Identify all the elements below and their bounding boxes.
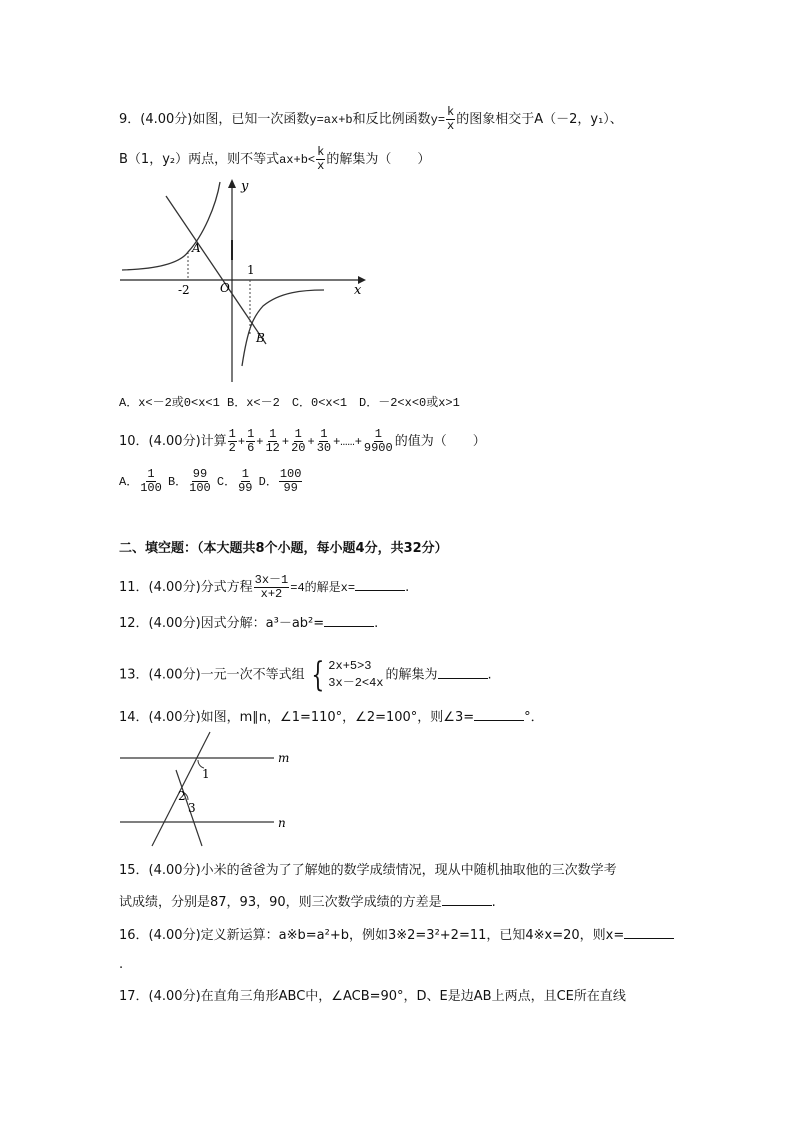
label-y: y [241, 179, 249, 194]
q9-eq-linear: y=ax+b [309, 113, 353, 127]
q11-line: 11．(4.00分)分式方程 $\frac{3x-1}{x+2}$ =4的解是x= . [119, 573, 410, 601]
q13-inequality-system: { 2x+5>3 3x－2<4x [310, 655, 384, 695]
q13-line: 13．(4.00分)一元一次不等式组 { 2x+5>3 3x－2<4x 的解集为 . [119, 655, 492, 695]
q9-line2 [119, 146, 430, 173]
q9-options: A．x<－2或0<x<1 B．x<－2 C．0<x<1 D．－2<x<0或x>1 [119, 396, 460, 410]
q10-text-b: 的值为（ ） [394, 434, 486, 449]
hyperbola-branch-upper [122, 182, 220, 270]
label-neg2: -2 [178, 283, 190, 297]
q9-text-c: 的图象相交于A（－2，y₁）、 [456, 112, 623, 127]
q15-line2: 试成绩，分别是87，93，90，则三次数学成绩的方差是 . [119, 895, 496, 910]
q10-ellipsis: +……+ [333, 435, 362, 449]
q16-blank[interactable] [624, 926, 674, 939]
q10-score: (4.00分) [148, 434, 201, 449]
q9-line2-text: B（1，y₂）两点，则不等式 [119, 152, 280, 167]
label-x: x [354, 283, 362, 298]
q9-score: (4.00分) [140, 112, 193, 127]
q9-text-b: 和反比例函数 [352, 112, 431, 127]
label-angle-3: 3 [188, 801, 196, 815]
q15-line1: 15．(4.00分)小米的爸爸为了了解她的数学成绩情况，现从中随机抽取他的三次数学考 [119, 863, 617, 878]
label-angle-1: 1 [202, 767, 210, 781]
label-angle-2: 2 [178, 789, 186, 803]
q10-frac-4: $\frac{1}{20}$ [291, 427, 306, 455]
q14-parallel-lines-figure [118, 730, 298, 850]
q9-frac-k-x: $\frac{k}{x}$ [447, 105, 455, 133]
q13-blank[interactable] [438, 666, 488, 679]
q14-line: 14．(4.00分)如图，m∥n，∠1=110°，∠2=100°，则∠3= °． [119, 710, 544, 725]
q9-function-graph [118, 176, 368, 388]
q9-line2-end: 的解集为（ ） [326, 152, 431, 167]
q9-inequality: ax+b< [279, 153, 316, 167]
hyperbola-branch-lower [242, 290, 324, 366]
label-origin: O [220, 281, 230, 295]
q10-opt-a: A． [119, 475, 139, 489]
q9-eq-inverse: y= [430, 113, 446, 127]
q9-number: 9． [119, 112, 141, 127]
q10-frac-3: $\frac{1}{12}$ [265, 427, 280, 455]
q10-frac-2: $\frac{1}{6}$ [247, 427, 255, 455]
label-point-b: B [256, 331, 265, 345]
q10-number: 10． [119, 434, 149, 449]
q12-line: 12．(4.00分)因式分解：a³－ab²= . [119, 616, 379, 631]
q15-blank[interactable] [442, 893, 492, 906]
q9-line1 [119, 106, 623, 133]
q10-opt-d: D． [258, 475, 278, 489]
section-heading: 二、填空题：（本大题共8个小题，每小题4分，共32分） [119, 541, 448, 556]
q10-frac-5: $\frac{1}{30}$ [316, 427, 332, 455]
q12-blank[interactable] [324, 614, 374, 627]
q17-line: 17．(4.00分)在直角三角形ABC中，∠ACB=90°，D、E是边AB上两点，且CE所在直线 [119, 989, 626, 1004]
q14-blank[interactable] [474, 708, 524, 721]
label-point-a: A [192, 241, 201, 255]
q10-opt-c: C． [216, 475, 237, 489]
q10-frac-last: $\frac{1}{9900}$ [363, 427, 393, 455]
label-m: m [278, 751, 290, 765]
q10-frac-1: $\frac{1}{2}$ [228, 427, 236, 455]
label-one: 1 [247, 263, 255, 277]
q16-end: . [119, 957, 124, 972]
label-n: n [278, 816, 286, 830]
q16-line: 16．(4.00分)定义新运算：a※b=a²+b，例如3※2=3²+2=11，已知4※x=20，则x= [119, 926, 674, 945]
q10-options: A． $\frac{1}{100}$ B． $\frac{99}{100}$ C． $\frac{1}{99}$ D． $\frac{100}{99}$ [119, 467, 302, 495]
q11-blank[interactable] [355, 578, 405, 591]
q10-opt-b: B． [167, 475, 188, 489]
y-axis-arrow [228, 179, 236, 188]
q9-frac2: $\frac{k}{x}$ [317, 145, 325, 173]
q10-text: 计算 [200, 434, 227, 449]
q11-fraction: $\frac{3x-1}{x+2}$ [254, 573, 289, 601]
q10-line: 10．(4.00分)计算 $\frac{1}{2}$ + $\frac{1}{6}$ + $\frac{1}{12}$ + $\frac{1}{20}$ + $\frac{1}{30}$ +……+ $\frac{1}{9900}$ 的值为（ ） [119, 427, 486, 455]
q9-text: 如图，已知一次函数 [192, 112, 310, 127]
